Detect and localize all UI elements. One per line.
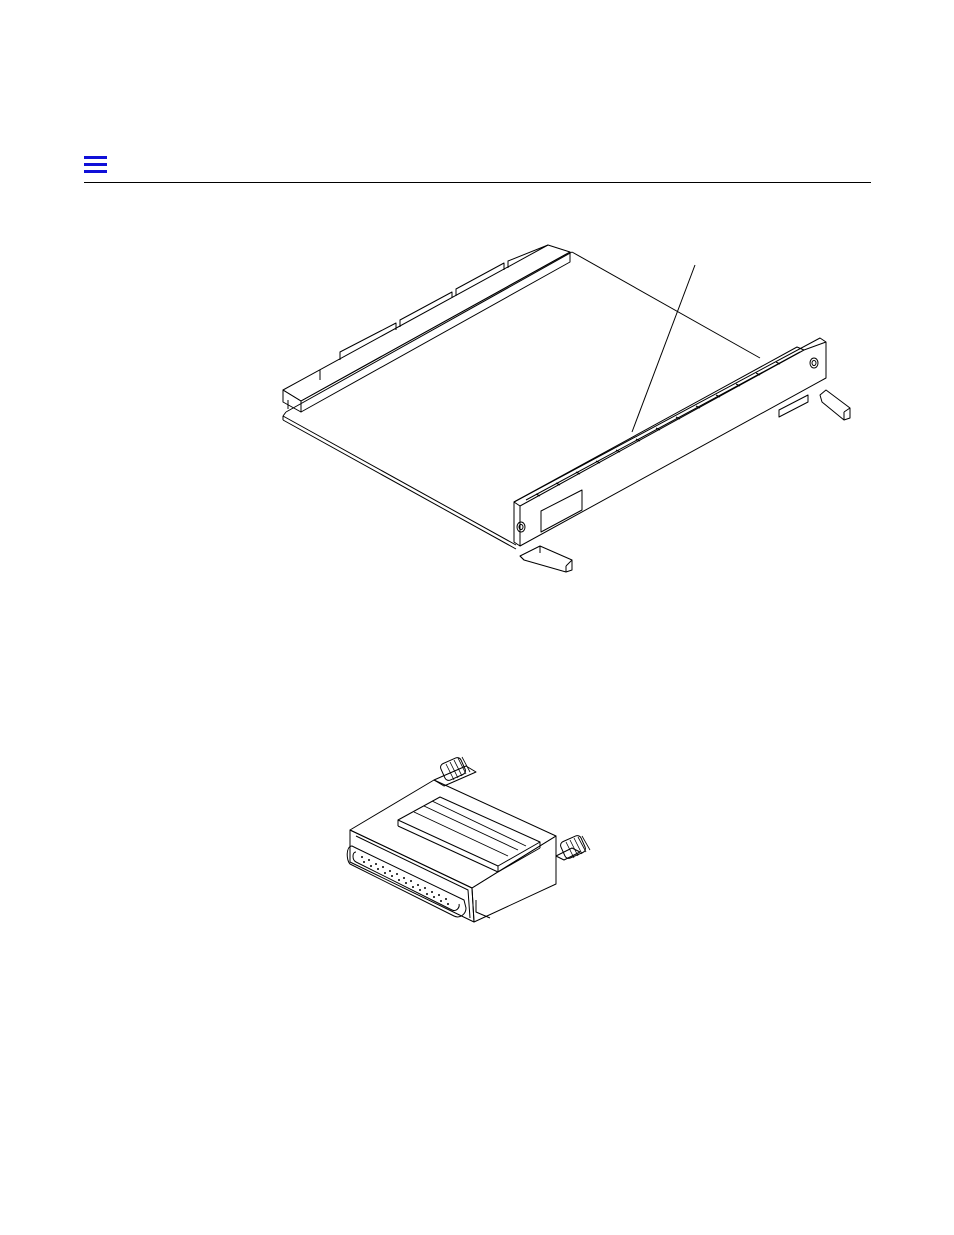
scsi-terminator-connector-illustration <box>340 755 610 940</box>
circuit-board-card-illustration <box>270 235 870 585</box>
menu-icon[interactable] <box>84 156 107 175</box>
header-rule <box>84 182 871 183</box>
